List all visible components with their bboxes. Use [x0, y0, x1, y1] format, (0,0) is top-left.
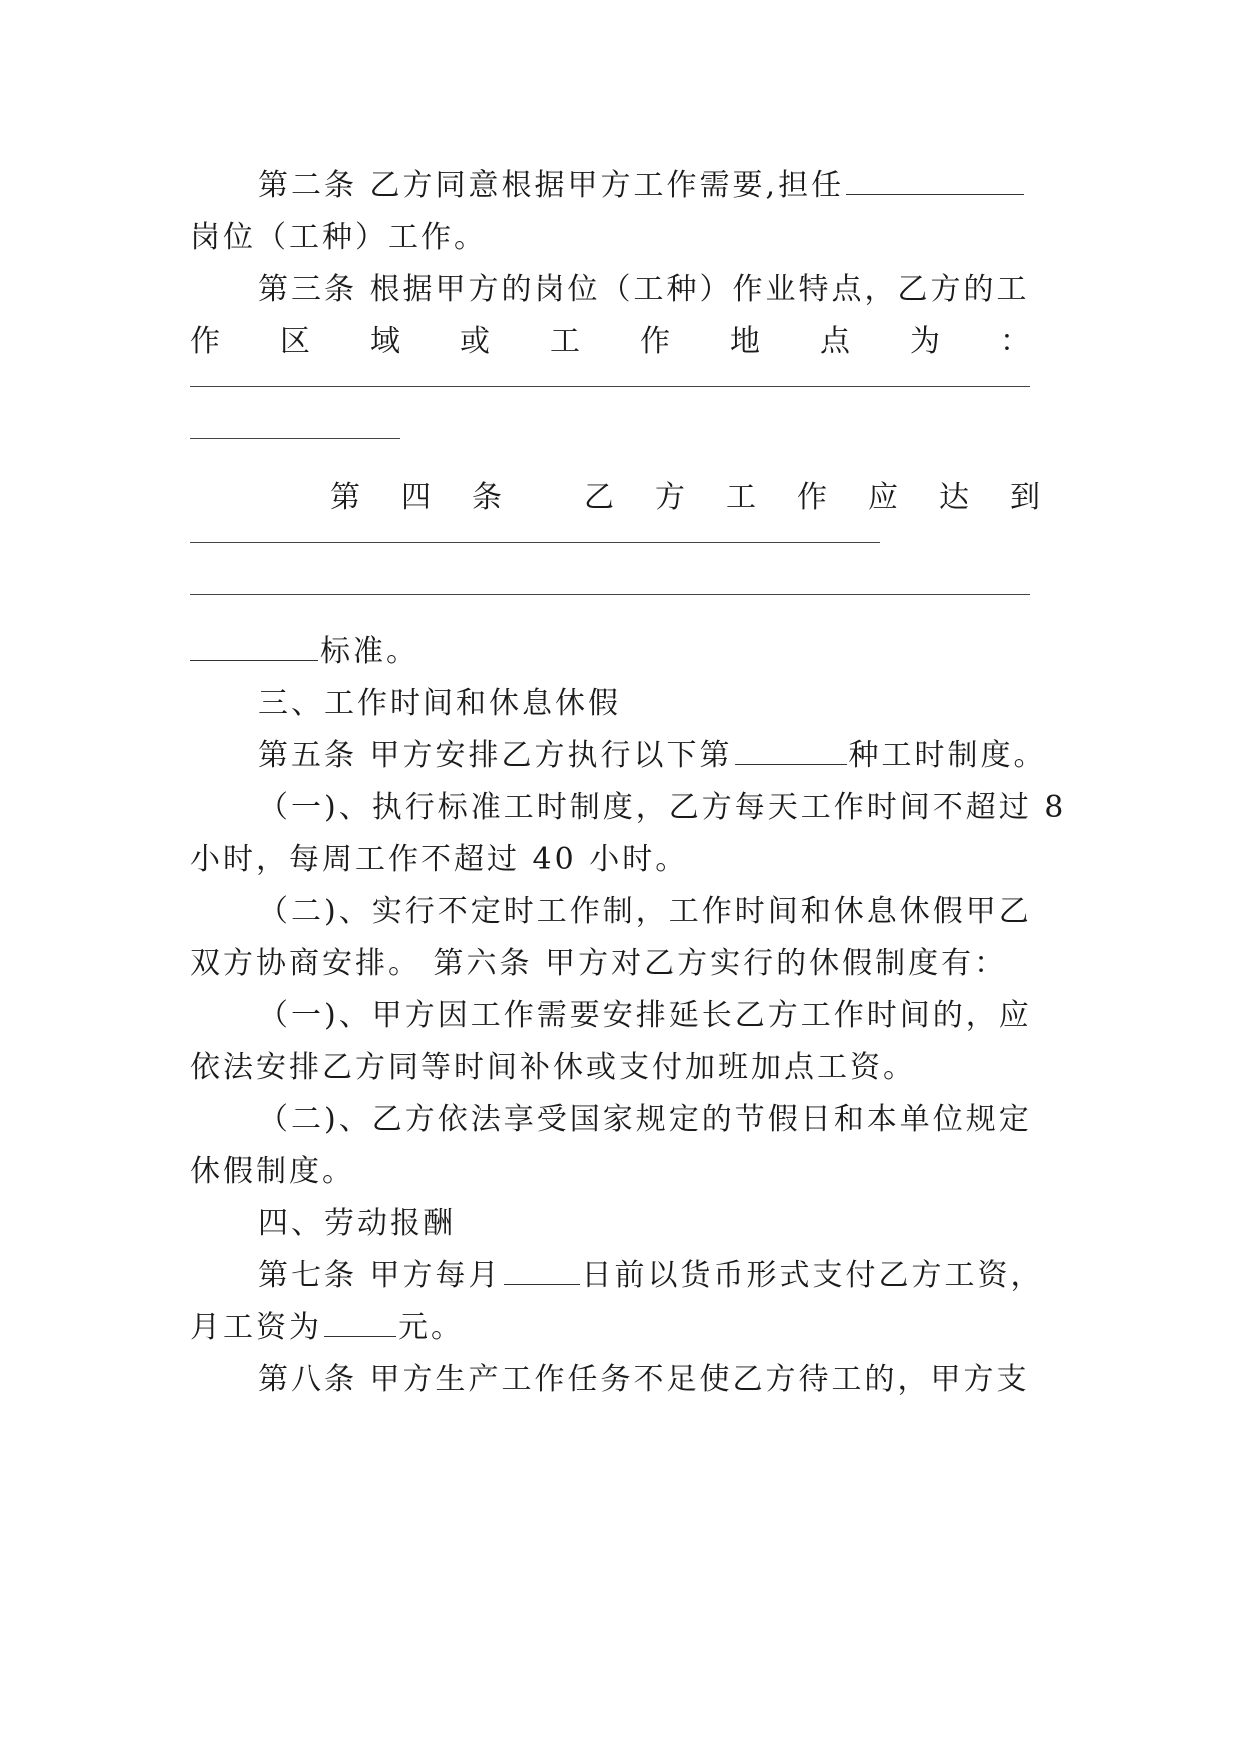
- position-blank: [846, 168, 1024, 195]
- section-4-heading: 四、劳动报酬: [258, 1206, 456, 1241]
- section-3-heading: 三、工作时间和休息休假: [258, 686, 621, 721]
- article-8-line-1: 第八条 甲方生产工作任务不足使乙方待工的，甲方支: [258, 1362, 1030, 1397]
- article-5-item-1-line-2: 小时，每周工作不超过 40 小时。: [190, 842, 689, 877]
- article-6-item-2-line-2: 休假制度。: [190, 1154, 355, 1189]
- article-6-item-2-line-1: （二)、乙方依法享受国家规定的节假日和本单位规定: [258, 1102, 1032, 1137]
- article-5-line-1: 第五条 甲方安排乙方执行以下第 种工时制度。: [258, 738, 1047, 773]
- work-location-blank-1: [190, 386, 1030, 387]
- article-6-item-1-line-2: 依法安排乙方同等时间补休或支付加班加点工资。: [190, 1050, 916, 1085]
- article-2-line-2: 岗位（工种）工作。: [190, 220, 487, 255]
- pay-day-blank: [504, 1258, 580, 1285]
- standard-blank-3: [190, 634, 318, 661]
- article-2-line-1: 第二条 乙方同意根据甲方工作需要,担任: [258, 166, 1118, 206]
- article-3-line-2: 作 区 域 或 工 作 地 点 为 ：: [190, 324, 1030, 359]
- article-5-item-2-line-2: 双方协商安排。 第六条 甲方对乙方实行的休假制度有：: [190, 946, 1008, 981]
- work-location-blank-2: [190, 438, 400, 439]
- standard-blank-1: [190, 542, 880, 543]
- article-6-item-1-line-1: （一)、甲方因工作需要安排延长乙方工作时间的，应: [258, 998, 1032, 1033]
- article-3-line-1: 第三条 根据甲方的岗位（工种）作业特点，乙方的工: [258, 272, 1030, 307]
- hour-system-blank: [735, 738, 847, 765]
- article-4-line-1: 第 四 条 乙 方 工 作 应 达 到: [330, 480, 1040, 515]
- article-7-line-1: 第七条 甲方每月 日前以货币形式支付乙方工资，: [258, 1258, 1044, 1293]
- article-4-line-end: 标准。: [190, 632, 1050, 672]
- article-5-item-1-line-1: （一)、执行标准工时制度，乙方每天工作时间不超过 8: [258, 790, 1067, 825]
- article-5-item-2-line-1: （二)、实行不定时工作制，工作时间和休息休假甲乙: [258, 894, 1032, 929]
- monthly-salary-blank: [324, 1310, 396, 1337]
- article-7-line-2: 月工资为 元。: [190, 1310, 464, 1345]
- standard-blank-2: [190, 594, 1030, 595]
